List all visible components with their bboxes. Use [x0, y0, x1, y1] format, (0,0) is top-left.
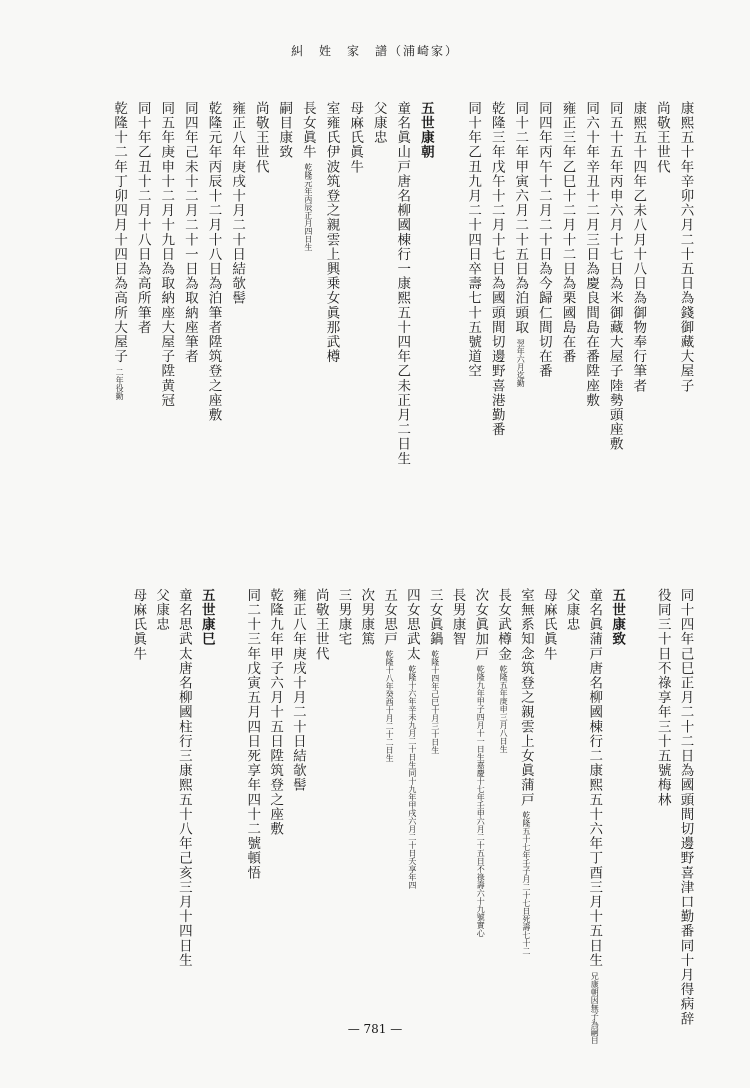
column-text: 長女武樽金: [495, 588, 512, 661]
column-text: 三男康宅: [335, 588, 352, 647]
text-column: [336, 588, 350, 646]
column-text: 母麻氏眞牛: [347, 101, 364, 174]
text-column: [182, 101, 196, 364]
column-text: 母麻氏眞牛: [130, 588, 147, 661]
column-text: 同十四年己巳正月二十二日為國頭間切邊野喜津口勤番同十月得病辞: [677, 588, 694, 1026]
text-column: [518, 588, 532, 955]
text-column: [678, 588, 692, 1026]
column-text: 次女眞加戸: [472, 588, 489, 661]
column-text: 長男康智: [449, 588, 466, 647]
text-column: [450, 588, 464, 646]
column-text: 母麻氏眞牛: [540, 588, 557, 661]
column-text: 父康忠: [370, 101, 387, 145]
generation-heading: [418, 101, 432, 159]
annotation-note: 兄康朝因無子為嗣目: [590, 971, 600, 1044]
column-text: 同二十三年戊寅五月四日死享年四十二號頓悟: [244, 588, 261, 880]
text-column: [655, 588, 669, 807]
column-text: 同五年庚申十二月十九日為取納座大屋子陞黄冠: [158, 101, 175, 408]
text-column: [154, 588, 168, 632]
column-text: 父康忠: [563, 588, 580, 632]
column-text: 乾隆三年戊午十二月十七日為國頭間切邊野喜港勤番: [488, 101, 505, 437]
text-column: [300, 101, 314, 251]
text-column: [560, 101, 574, 364]
running-head: 糾 姓 家 譜（浦崎家）: [290, 44, 459, 58]
text-column: [159, 101, 173, 408]
column-text: 三女眞鍋: [426, 588, 443, 647]
column-text: 同五十五年丙申六月十七日為米御藏大屋子陸勢頭座敷: [606, 101, 623, 452]
column-text: 五女思戸: [381, 588, 398, 647]
column-text: 雍正八年庚戌十月二十日結欹髻: [229, 101, 246, 306]
text-column: [631, 101, 645, 393]
annotation-note: 乾隆十四年己巳十月三十日生: [430, 650, 440, 755]
column-text: 室無系知念筑登之親雲上女眞蒲戸: [517, 588, 534, 807]
annotation-note: 乾隆九年甲子四月十一日生嘉慶十七年壬申六月二十五日不祿壽六十九號實心: [476, 665, 486, 937]
annotation-note: 乾隆五年庚申三月八日生: [499, 665, 509, 753]
column-text: 五世康朝: [417, 101, 434, 160]
text-column: [313, 588, 327, 661]
text-column: [324, 101, 338, 364]
page-number: — 781 —: [347, 1022, 403, 1036]
annotation-note: 乾隆十六年辛未九月二十日生同十九年甲戌六月二十日夭享年四: [407, 665, 417, 889]
text-column: [404, 588, 418, 889]
text-column: [541, 588, 555, 661]
column-text: 長女眞牛: [299, 101, 316, 160]
text-column: [135, 101, 149, 335]
annotation-note: 乾隆元年丙辰正月四日生: [303, 163, 313, 252]
column-text: 童名思武太唐名柳國柱行三康熙五十八年己亥三月十四日生: [175, 588, 192, 968]
text-column: [277, 101, 291, 159]
text-column: [131, 588, 145, 661]
text-column: [290, 588, 304, 792]
column-text: 康熙五十年辛卯六月二十五日為錢御藏大屋子: [677, 101, 694, 393]
column-text: 四女思武太: [403, 588, 420, 661]
column-text: 乾隆元年丙辰十二月十八日為泊筆者陞筑登之座敷: [205, 101, 222, 423]
annotation-note: 二年役勤: [115, 367, 125, 400]
annotation-note: 乾隆五十七年壬子月二十七日死壽七十二: [521, 811, 531, 955]
column-text: 役同三十日不祿享年三十五號梅林: [654, 588, 671, 807]
text-column: [536, 101, 550, 378]
text-column: [564, 588, 578, 632]
column-text: 同六十年辛丑十二月三日為慶良間島在番陞座敷: [583, 101, 600, 408]
text-column: [176, 588, 190, 968]
column-text: 同四年己未十二月二十一日為取納座筆者: [181, 101, 198, 364]
text-column: [206, 101, 220, 422]
text-column: [489, 101, 503, 437]
text-column: [654, 101, 668, 174]
generation-heading: [199, 588, 213, 646]
text-column: [584, 101, 598, 408]
column-text: 嗣目康致: [276, 101, 293, 160]
text-column: [230, 101, 244, 305]
column-text: 尚敬王世代: [252, 101, 269, 174]
text-column: [359, 588, 373, 646]
text-column: [678, 101, 692, 393]
column-text: 雍正八年庚戌十月二十日結欹髻: [289, 588, 306, 793]
text-column: [348, 101, 362, 174]
annotation-note: 乾隆十八年癸酉十月二十二日生: [385, 650, 395, 763]
annotation-note: 翌年六月迄勤: [516, 338, 526, 387]
column-text: 雍正三年乙巳十二月十二日為栗國島在番: [559, 101, 576, 364]
text-column: [587, 588, 601, 1044]
column-text: 康熙五十四年乙未八月十八日為御物奉行筆者: [630, 101, 647, 393]
column-text: 五世康巳: [198, 588, 215, 647]
text-column: [245, 588, 259, 880]
column-text: 乾隆九年甲子六月十五日陞筑登之座敷: [267, 588, 284, 837]
text-column: [382, 588, 396, 762]
text-column: [268, 588, 282, 836]
column-text: 童名眞蒲戸唐名柳國棟行二康熙五十六年丁酉三月十五日生: [586, 588, 603, 968]
column-text: 次男康篤: [358, 588, 375, 647]
text-column: [607, 101, 621, 451]
text-column: [513, 101, 527, 387]
column-text: 尚敬王世代: [653, 101, 670, 174]
text-column: [496, 588, 510, 753]
column-text: 同十年乙丑九月二十四日卒壽七十五號道空: [465, 101, 482, 379]
text-column: [395, 101, 409, 466]
column-text: 同十二年甲寅六月二十五日為泊頭取: [512, 101, 529, 335]
column-text: 乾隆十二年丁卯四月十四日為高所大屋子: [111, 101, 128, 364]
text-column: [371, 101, 385, 145]
column-text: 童名眞山戸唐名柳國棟行一康熙五十四年乙未正月二日生: [394, 101, 411, 466]
text-column: [466, 101, 480, 378]
column-text: 同四年丙午十二月二十日為今歸仁間切在番: [535, 101, 552, 379]
text-column: [427, 588, 441, 754]
column-text: 五世康致: [609, 588, 626, 647]
text-column: [253, 101, 267, 174]
column-text: 同十年乙丑十二月十八日為高所筆者: [134, 101, 151, 335]
column-text: 尚敬王世代: [312, 588, 329, 661]
generation-heading: [610, 588, 624, 646]
text-column: [112, 101, 126, 400]
column-text: 父康忠: [153, 588, 170, 632]
column-text: 室雍氏伊波筑登之親雲上興乗女眞那武樽: [323, 101, 340, 364]
text-column: [473, 588, 487, 937]
